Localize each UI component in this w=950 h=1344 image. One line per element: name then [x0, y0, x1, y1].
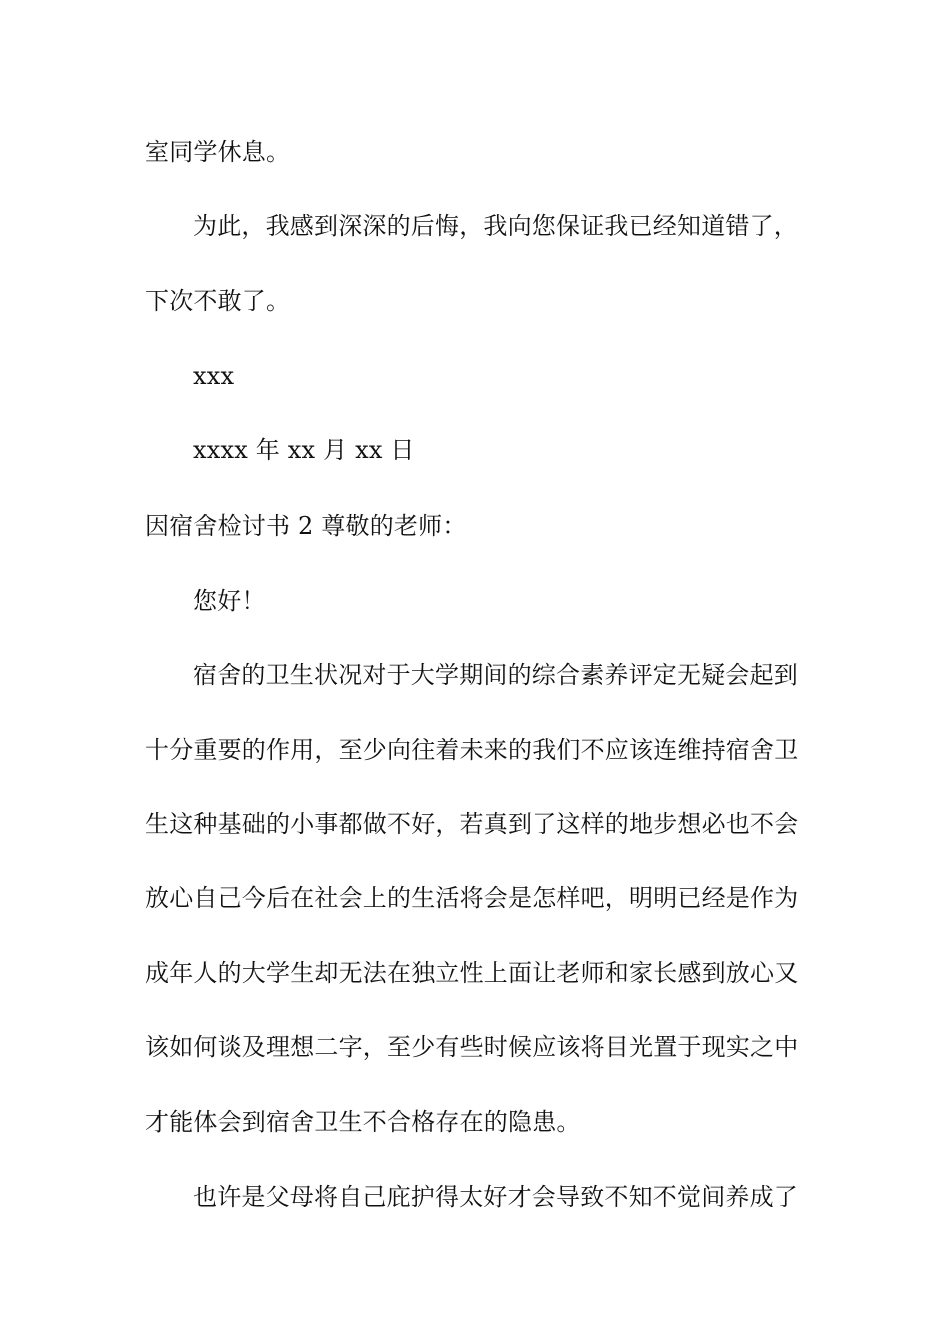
text-line: 才能体会到宿舍卫生不合格存在的隐患。 — [145, 1108, 581, 1136]
text-line: 宿舍的卫生状况对于大学期间的综合素养评定无疑会起到 — [193, 661, 798, 689]
signature-date: xxxx 年 xx 月 xx 日 — [193, 436, 415, 464]
text-line: 室同学休息。 — [145, 138, 291, 166]
text-line: 放心自己今后在社会上的生活将会是怎样吧，明明已经是作为 — [145, 884, 799, 912]
text-line: 成年人的大学生却无法在独立性上面让老师和家长感到放心又 — [145, 959, 799, 987]
greeting: 您好！ — [193, 587, 266, 615]
signature-name: xxx — [193, 362, 235, 390]
text-line: 十分重要的作用，至少向往着未来的我们不应该连维持宿舍卫 — [145, 736, 799, 764]
text-line: 生这种基础的小事都做不好，若真到了这样的地步想必也不会 — [145, 810, 799, 838]
text-line: 也许是父母将自己庇护得太好才会导致不知不觉间养成了 — [193, 1183, 798, 1211]
text-line: 下次不敢了。 — [145, 287, 291, 315]
text-line: 该如何谈及理想二字，至少有些时候应该将目光置于现实之中 — [145, 1033, 799, 1061]
text-line: 为此，我感到深深的后悔，我向您保证我已经知道错了， — [193, 212, 798, 240]
section-heading: 因宿舍检讨书 2 尊敬的老师： — [145, 512, 467, 540]
